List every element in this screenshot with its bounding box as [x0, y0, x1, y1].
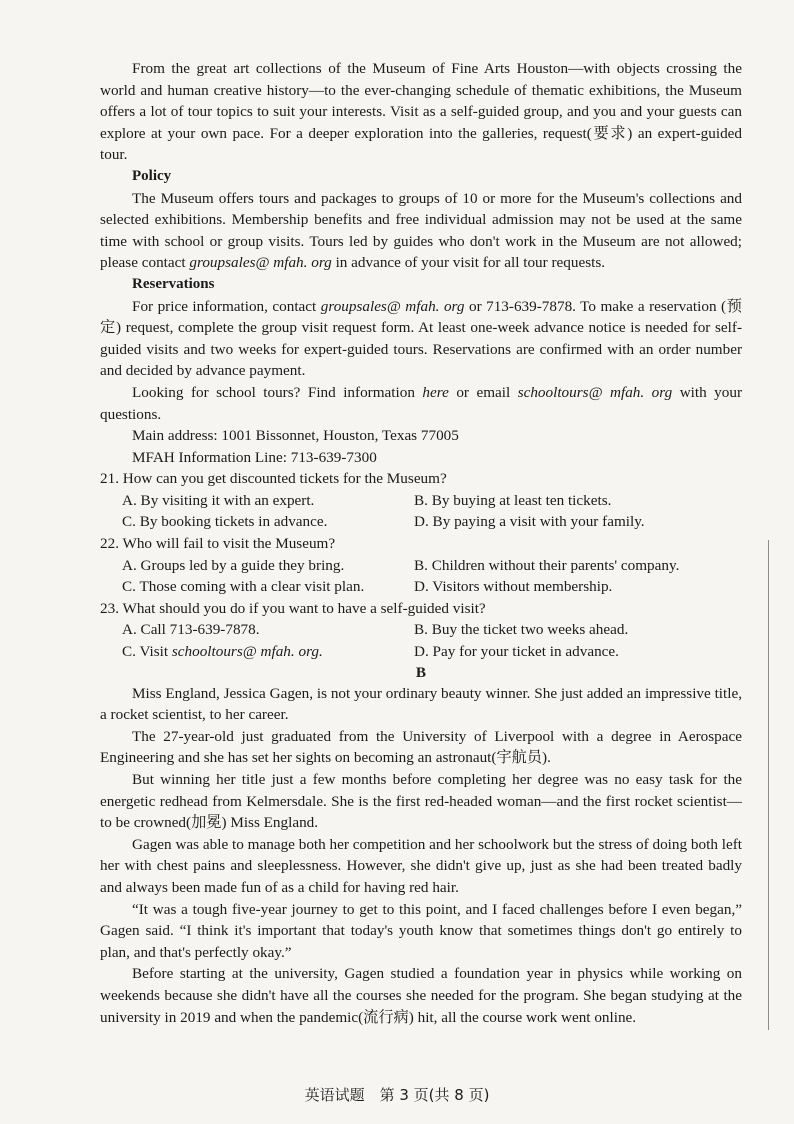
- page-footer: 英语试题 第 3 页(共 8 页): [304, 1086, 490, 1104]
- q22-option-c: C. Those coming with a clear visit plan.: [122, 578, 365, 596]
- q23-option-b: B. Buy the ticket two weeks ahead.: [414, 621, 629, 639]
- school-text-3: with your questions.: [100, 383, 743, 423]
- res-email: groupsales@ mfah. org: [320, 297, 465, 315]
- q23-option-c: [122, 641, 414, 663]
- q21-option-a: A. By visiting it with an expert.: [122, 491, 315, 509]
- passage-b-paragraph: Miss England, Jessica Gagen, is not your ordinary beauty winner. She just added an impressive title, a rocket scientist, to her career.: [100, 684, 742, 724]
- policy-heading: Policy: [132, 167, 172, 184]
- question-21-stem: 21. How can you get discounted tickets for the Museum?: [100, 470, 447, 488]
- question-22-stem: 22. Who will fail to visit the Museum?: [100, 535, 336, 553]
- school-text-2: or email: [448, 383, 518, 401]
- info-line: MFAH Information Line: 713-639-7300: [132, 448, 377, 466]
- q22-option-a: A. Groups led by a guide they bring.: [122, 556, 345, 574]
- main-address: Main address: 1001 Bissonnet, Houston, Texas 77005: [132, 427, 459, 445]
- q21-option-c: C. By booking tickets in advance.: [122, 513, 328, 531]
- passage-b-paragraph: Gagen was able to manage both her competition and her schoolwork but the stress of doing both left her with chest pains and sleeplessness. However, she didn't give up, just as she had been treated badly and always been made fun of as a child for having red hair.: [100, 835, 742, 896]
- q21-option-d: D. By paying a visit with your family.: [414, 513, 645, 531]
- question-22-options: [122, 555, 742, 598]
- q23-option-c-prefix: C. Visit: [122, 643, 172, 661]
- question-23-options: [122, 619, 742, 662]
- q23-option-d: D. Pay for your ticket in advance.: [414, 643, 619, 661]
- passage-b-paragraph: But winning her title just a few months before completing her degree was no easy task for the energetic redhead from Kelmersdale. She is the first red-headed woman—and the first rocket scientist—to be crowned(加冕) Miss England.: [100, 771, 742, 832]
- school-email: schooltours@ mfah. org: [517, 383, 673, 401]
- reservations-heading: Reservations: [132, 275, 215, 292]
- section-letter-b: B: [415, 663, 427, 681]
- policy-text-2: in advance of your visit for all tour requests.: [331, 254, 606, 272]
- scan-edge-line: [768, 540, 769, 1030]
- res-text-1: For price information, contact: [132, 297, 321, 315]
- res-text-2: or 713-639-7878. To make a reservation (预定) request, complete the group visit request form. At least one-week advance notice is needed for self-guided visits and two weeks for expert-guided tours. Reservations are confirmed with an order number and decided by advance payment.: [100, 297, 742, 380]
- q23-option-a: A. Call 713-639-7878.: [122, 621, 260, 639]
- question-23-stem: 23. What should you do if you want to have a self-guided visit?: [100, 599, 486, 617]
- page-content: [100, 58, 742, 1028]
- q23-option-c-email: schooltours@ mfah. org.: [171, 643, 323, 661]
- passage-b-paragraph: “It was a tough five-year journey to get to this point, and I faced challenges before I even began,” Gagen said. “I think it's important that today's youth know that sometimes things don't go entirely to plan, and that's perfectly okay.”: [100, 900, 742, 961]
- passage-b-paragraph: Before starting at the university, Gagen studied a foundation year in physics while working on weekends because she didn't have all the courses she needed for the program. She began studying at the university in 2019 and when the pandemic(流行病) hit, all the course work went online.: [100, 965, 742, 1026]
- school-text-1: Looking for school tours? Find information: [132, 383, 423, 401]
- reservations-paragraph: [100, 296, 742, 382]
- q22-option-b: B. Children without their parents' company.: [414, 556, 680, 574]
- policy-email: groupsales@ mfah. org: [189, 254, 332, 272]
- policy-paragraph: [100, 188, 742, 274]
- passage-a-intro: From the great art collections of the Museum of Fine Arts Houston—with objects crossing the world and human creative history—to the ever-changing schedule of thematic exhibitions, the Museum offers a lot of tour topics to suit your interests. Visit as a self-guided group, and you and your guests can explore at your own pace. For a deeper exploration into the galleries, request(要求) an expert-guided tour.: [100, 60, 742, 164]
- passage-b-paragraph: The 27-year-old just graduated from the University of Liverpool with a degree in Aerospace Engineering and she has set her sights on becoming an astronaut(宇航员).: [100, 727, 742, 767]
- q22-option-d: D. Visitors without membership.: [414, 578, 613, 596]
- school-tours-paragraph: [100, 382, 742, 425]
- q21-option-b: B. By buying at least ten tickets.: [414, 491, 612, 509]
- question-21-options: [122, 490, 742, 533]
- school-here: here: [422, 383, 449, 401]
- policy-text-1: The Museum offers tours and packages to groups of 10 or more for the Museum's collections and selected exhibitions. Membership benefits and free individual admission may not be used at the same time with school or group visits. Tours led by guides who don't work in the Museum are not allowed; please contact: [100, 189, 742, 272]
